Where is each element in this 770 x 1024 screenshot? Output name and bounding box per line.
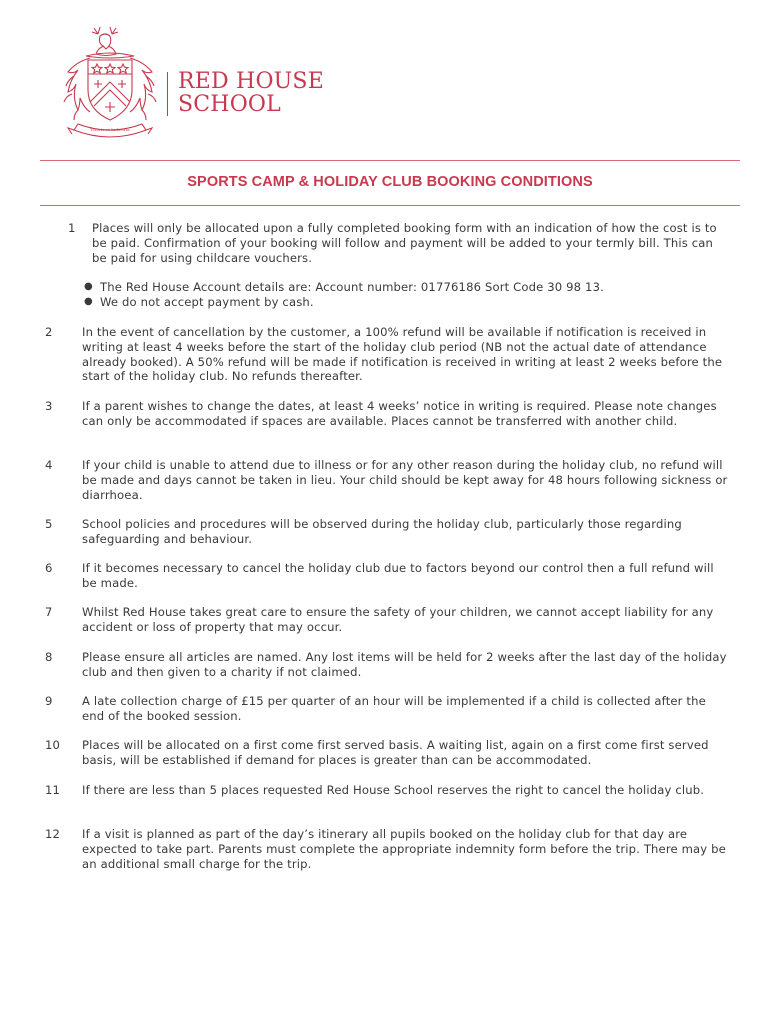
condition-text: Whilst Red House takes great care to ensure the safety of your children, we cannot accept liability for any accident or loss of property that may occur. (82, 605, 714, 634)
school-crest-logo (60, 24, 160, 140)
condition-number: 5 (45, 517, 53, 531)
condition-number: 11 (45, 783, 61, 797)
document-title: SPORTS CAMP & HOLIDAY CLUB BOOKING CONDITIONS (187, 174, 593, 190)
condition-text: Places will only be allocated upon a fully completed booking form with an indication of how the cost is to be paid. Confirmation of your booking will follow and payment will be added to your termly bill. This can be paid for using childcare vouchers. (92, 221, 717, 265)
bullet-text: We do not accept payment by cash. (100, 294, 314, 309)
condition-text: If a parent wishes to change the dates, at least 4 weeks’ notice in writing is required. Please note changes can only be accommodated if spaces are available. Places cannot be transferred with another child. (82, 399, 717, 428)
condition-number: 6 (45, 561, 53, 575)
condition-number: 8 (45, 650, 53, 664)
school-name-line2: SCHOOL (178, 92, 281, 117)
condition-text: Places will be allocated on a first come first served basis. A waiting list, again on a first come first served basis, will be established if demand for places is greater than can be accommodated. (82, 738, 709, 767)
bullet-text: The Red House Account details are: Account number: 01776186 Sort Code 30 98 13. (100, 280, 604, 294)
condition-number: 1 (68, 221, 76, 235)
condition-text: If your child is unable to attend due to illness or for any other reason during the holiday club, no refund will be made and days cannot be taken in lieu. Your child should be kept away for 48 hours following sickness or diarrhoea. (82, 458, 728, 502)
condition-text: If it becomes necessary to cancel the holiday club due to factors beyond our control then a full refund will be made. (82, 561, 714, 590)
school-name (178, 70, 324, 116)
condition-text: If there are less than 5 places requested Red House School reserves the right to cancel the holiday club. (82, 783, 705, 797)
condition-number: 9 (45, 694, 53, 708)
bullet-dot-icon: ● (84, 281, 93, 292)
condition-text: In the event of cancellation by the customer, a 100% refund will be available if notification is received in writing at least 4 weeks before the start of the holiday club period (NB not the actual date of attendance already booked). A 50% refund will be made if notification is received in writing at least 2 weeks before the start of the holiday club. No refunds thereafter. (82, 325, 723, 384)
condition-text: School policies and procedures will be observed during the holiday club, particularly those regarding safeguarding and behaviour. (82, 517, 682, 546)
logo-divider (167, 72, 168, 116)
condition-number: 10 (45, 738, 61, 752)
page-header (60, 24, 360, 144)
bullet-dot-icon: ● (84, 295, 93, 307)
condition-number: 3 (45, 399, 53, 413)
condition-text: A late collection charge of £15 per quarter of an hour will be implemented if a child is collected after the end of the booked session. (82, 694, 706, 723)
condition-number: 2 (45, 325, 53, 339)
title-rule-bottom (40, 205, 740, 206)
condition-text: If a visit is planned as part of the day’s itinerary all pupils booked on the holiday club for that day are expected to take part. Parents must complete the appropriate indemnity form before the trip. There may be an additional small charge for the trip. (82, 827, 726, 871)
condition-number: 4 (45, 458, 53, 472)
account-bullets (84, 280, 724, 310)
condition-text: Please ensure all articles are named. Any lost items will be held for 2 weeks after the last day of the holiday club and then given to a charity if not claimed. (82, 650, 727, 679)
bullet-item (84, 280, 724, 295)
condition-number: 12 (45, 827, 61, 841)
bullet-item (84, 295, 724, 310)
title-rule-top (40, 160, 740, 161)
condition-number: 7 (45, 605, 53, 619)
school-name-line1: RED HOUSE (178, 69, 324, 94)
crest-motto-text: Virtute et Industria (90, 127, 130, 132)
